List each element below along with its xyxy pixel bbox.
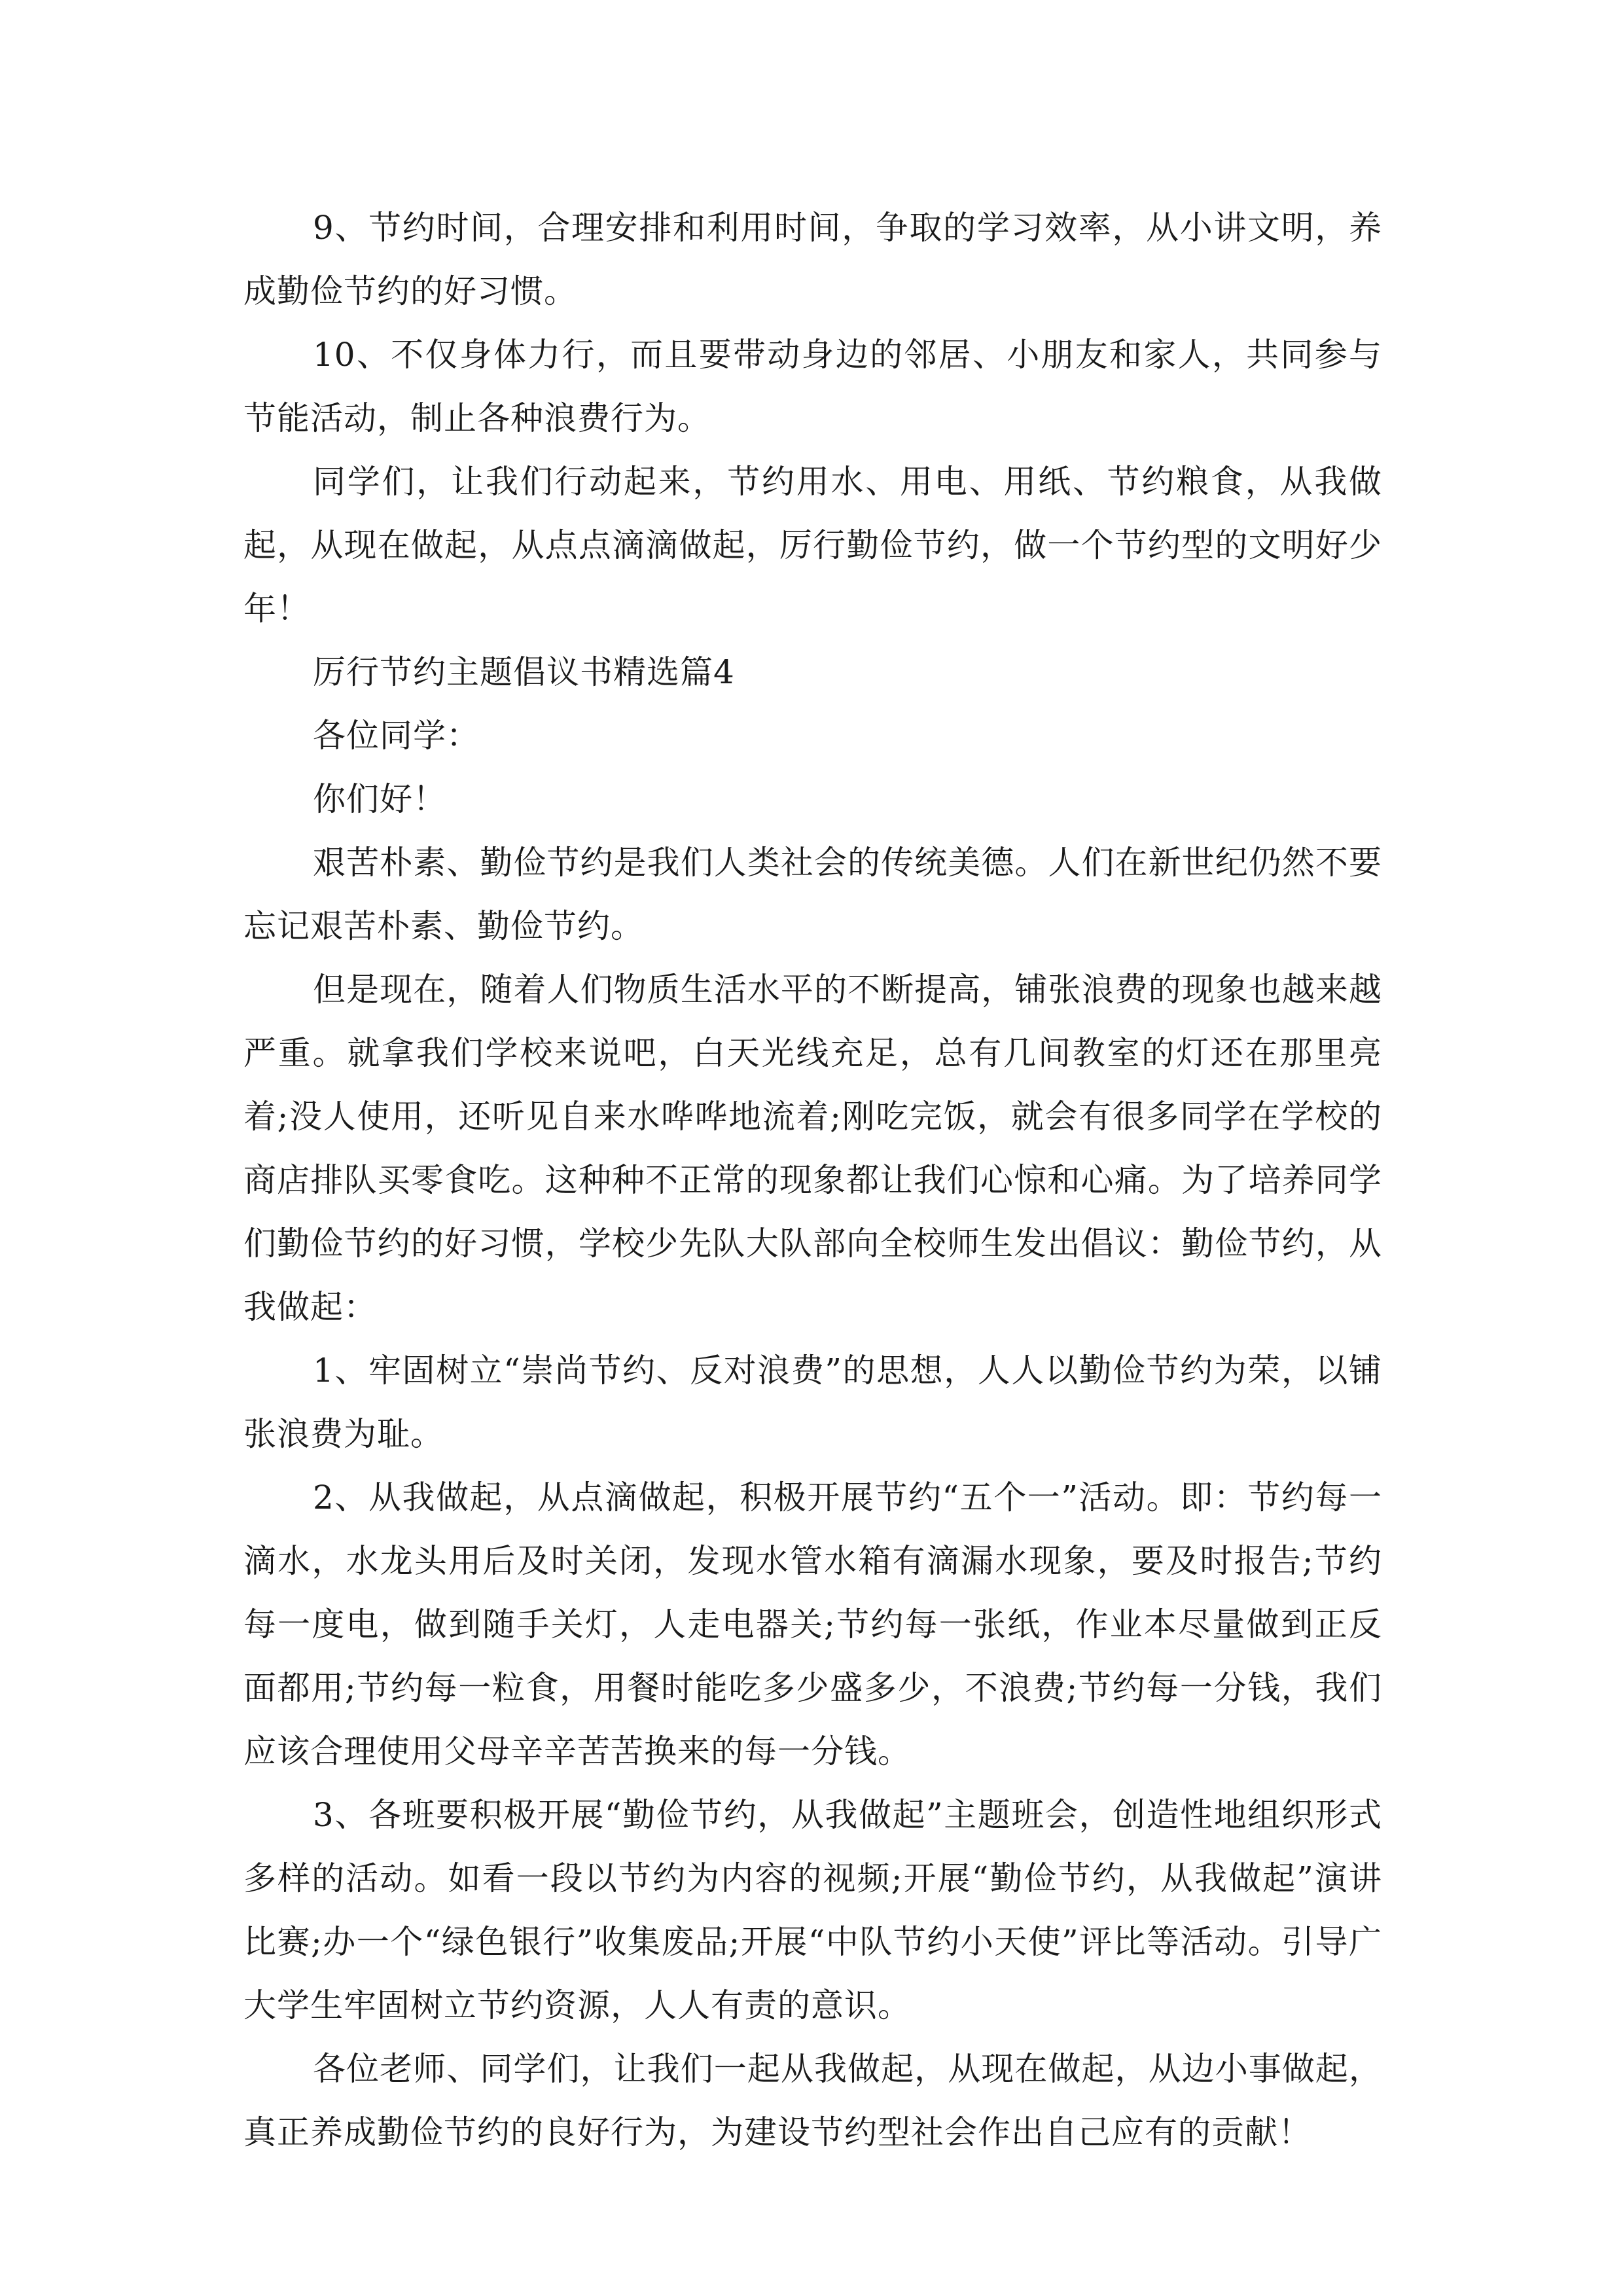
section-title: 厉行节约主题倡议书精选篇4 (313, 653, 735, 691)
paragraph-situation: 但是现在，随着人们物质生活水平的不断提高，铺张浪费的现象也越来越严重。就拿我们学校来说吧，白天光线充足，总有几间教室的灯还在那里亮着;没人使用，还听见自来水哗哗地流着;刚吃完饭，就会有很多同学在学校的商店排队买零食吃。这种种不正常的现象都让我们心惊和心痛。为了培养同学们勤俭节约的好习惯，学校少先队大队部向全校师生发出倡议：勤俭节约，从我做起： (243, 971, 1382, 1326)
paragraph-closing: 各位老师、同学们，让我们一起从我做起，从现在做起，从边小事做起，真正养成勤俭节约的良好行为，为建设节约型社会作出自己应有的贡献！ (243, 2050, 1382, 2151)
paragraph-call-to-action: 同学们，让我们行动起来，节约用水、用电、用纸、节约粮食，从我做起，从现在做起，从点点滴滴做起，厉行勤俭节约，做一个节约型的文明好少年！ (243, 463, 1382, 628)
paragraph-item-3: 3、各班要积极开展“勤俭节约，从我做起”主题班会，创造性地组织形式多样的活动。如看一段以节约为内容的视频;开展“勤俭节约，从我做起”演讲比赛;办一个“绿色银行”收集废品;开展“中队节约小天使”评比等活动。引导广大学生牢固树立节约资源，人人有责的意识。 (243, 1796, 1382, 2024)
paragraph-item-9: 9、节约时间，合理安排和利用时间，争取的学习效率，从小讲文明，养成勤俭节约的好习惯。 (243, 209, 1382, 310)
paragraph-item-2: 2、从我做起，从点滴做起，积极开展节约“五个一”活动。即：节约每一滴水，水龙头用后及时关闭，发现水管水箱有滴漏水现象，要及时报告;节约每一度电，做到随手关灯，人走电器关;节约每一张纸，作业本尽量做到正反面都用;节约每一粒食，用餐时能吃多少盛多少，不浪费;节约每一分钱，我们应该合理使用父母辛辛苦苦换来的每一分钱。 (243, 1479, 1382, 1770)
paragraph-item-10: 10、不仅身体力行，而且要带动身边的邻居、小朋友和家人，共同参与节能活动，制止各种浪费行为。 (243, 336, 1382, 437)
paragraph-item-1: 1、牢固树立“崇尚节约、反对浪费”的思想，人人以勤俭节约为荣，以铺张浪费为耻。 (243, 1352, 1382, 1453)
paragraph-intro: 艰苦朴素、勤俭节约是我们人类社会的传统美德。人们在新世纪仍然不要忘记艰苦朴素、勤俭节约。 (243, 844, 1382, 945)
greeting: 你们好！ (313, 780, 446, 818)
document-body (243, 196, 1382, 2164)
salutation: 各位同学： (313, 717, 480, 755)
